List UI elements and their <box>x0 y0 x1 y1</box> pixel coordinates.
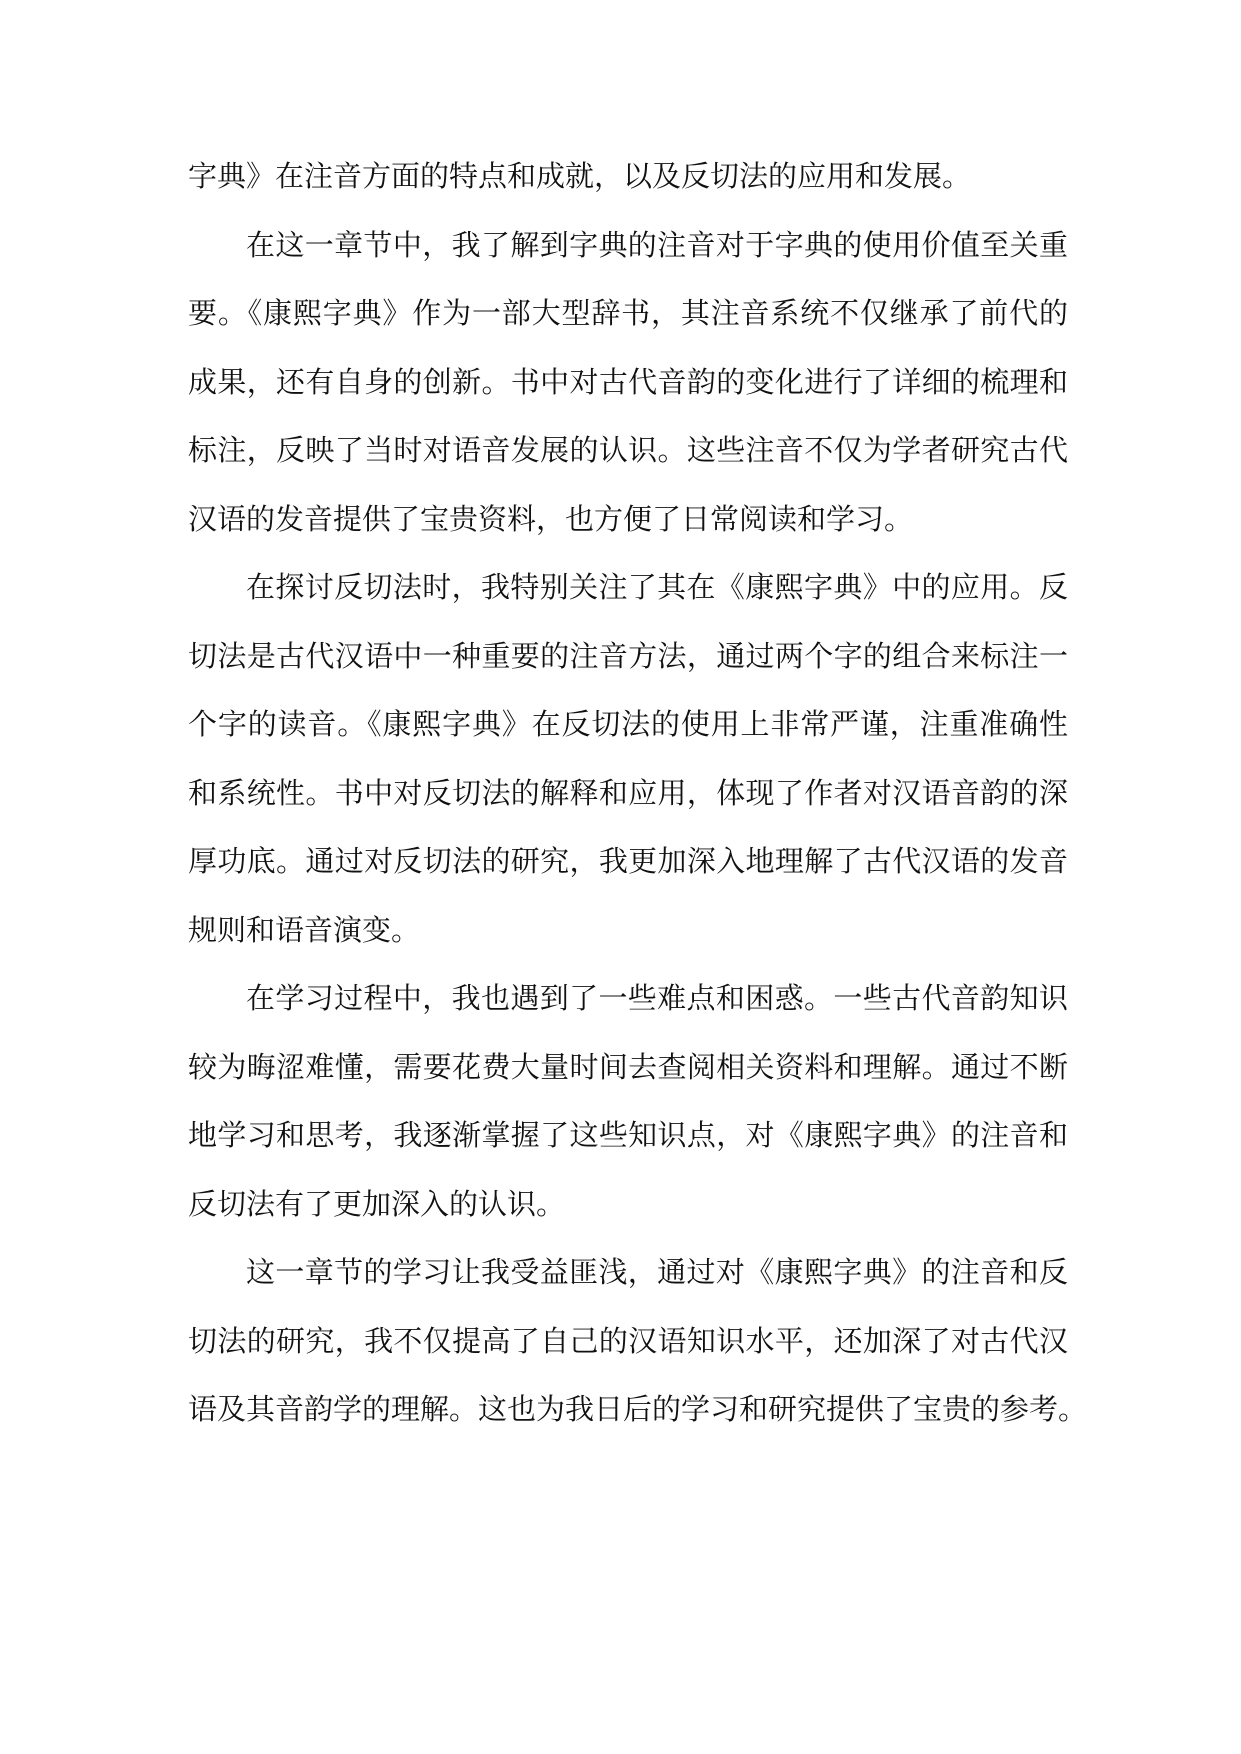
paragraph-line: 这一章节的学习让我受益匪浅，通过对《康熙字典》的注音和反 <box>246 1255 1068 1289</box>
body-text <box>188 142 1088 1444</box>
paragraph-line: 成果，还有自身的创新。书中对古代音韵的变化进行了详细的梳理和 <box>188 364 1068 399</box>
paragraph-line: 要。《康熙字典》作为一部大型辞书，其注音系统不仅继承了前代的 <box>188 296 1068 330</box>
paragraph-line: 语及其音韵学的理解。这也为我日后的学习和研究提供了宝贵的参考。 <box>188 1392 1088 1426</box>
paragraph-line: 规则和语音演变。 <box>188 912 421 947</box>
paragraph-line: 厚功底。通过对反切法的研究，我更加深入地理解了古代汉语的发音 <box>188 844 1068 878</box>
paragraph-line: 切法的研究，我不仅提高了自己的汉语知识水平，还加深了对古代汉 <box>188 1323 1068 1358</box>
paragraph-line: 汉语的发音提供了宝贵资料，也方便了日常阅读和学习。 <box>188 501 914 536</box>
paragraph-line: 在探讨反切法时，我特别关注了其在《康熙字典》中的应用。反 <box>246 570 1068 604</box>
paragraph-line: 个字的读音。《康熙字典》在反切法的使用上非常严谨，注重准确性 <box>188 707 1068 741</box>
paragraph-line: 在这一章节中，我了解到字典的注音对于字典的使用价值至关重 <box>246 227 1068 262</box>
paragraph-line: 反切法有了更加深入的认识。 <box>188 1186 566 1221</box>
paragraph-line: 在学习过程中，我也遇到了一些难点和困惑。一些古代音韵知识 <box>246 981 1068 1015</box>
paragraph-line: 字典》在注音方面的特点和成就，以及反切法的应用和发展。 <box>188 159 972 193</box>
paragraph-line: 地学习和思考，我逐渐掌握了这些知识点，对《康熙字典》的注音和 <box>188 1118 1068 1152</box>
paragraph-line: 和系统性。书中对反切法的解释和应用，体现了作者对汉语音韵的深 <box>188 775 1068 810</box>
paragraph-line: 标注，反映了当时对语音发展的认识。这些注音不仅为学者研究古代 <box>188 433 1068 467</box>
paragraph-line: 较为晦涩难懂，需要花费大量时间去查阅相关资料和理解。通过不断 <box>188 1049 1068 1084</box>
paragraph-line: 切法是古代汉语中一种重要的注音方法，通过两个字的组合来标注一 <box>188 638 1068 673</box>
